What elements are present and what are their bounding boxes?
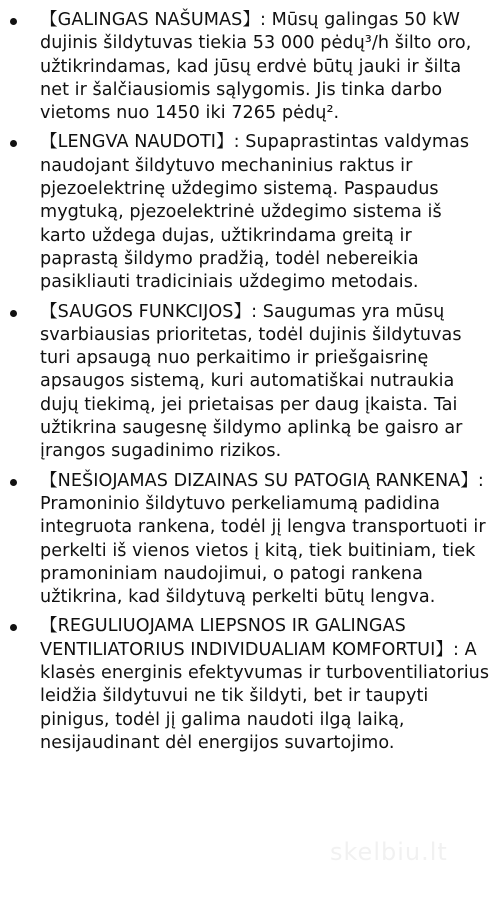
feature-bullet-ease-of-use	[0, 131, 496, 294]
bullet-dot-icon	[10, 18, 17, 25]
watermark-text: skelbiu.lt	[330, 838, 448, 866]
feature-text: 【GALINGAS NAŠUMAS】: Mūsų galingas 50 kW dujinis šildytuvas tiekia 53 000 pėdų³/h šilto oro, užtikrindamas, kad jūsų erdvė būtų jauki ir šilta net ir šalčiausiomis sąlygomis. Jis tinka darbo vietoms nuo 1450 iki 7265 pėdų².	[40, 10, 472, 124]
bullet-dot-icon	[10, 479, 17, 486]
feature-bullet-performance	[0, 9, 496, 125]
feature-bullet-portable-design	[0, 470, 496, 610]
bullet-dot-icon	[10, 624, 17, 631]
feature-text: 【REGULIUOJAMA LIEPSNOS IR GALINGAS VENTILIATORIUS INDIVIDUALIAM KOMFORTUI】: A klasės energinis efektyvumas ir turboventiliatorius leidžia šildytuvui ne tik šildyti, bet ir taupyti pinigus, todėl jį galima naudoti ilgą laiką, nesijaudinant dėl energijos suvartojimo.	[40, 616, 490, 753]
bullet-dot-icon	[10, 140, 17, 147]
feature-text: 【LENGVA NAUDOTI】: Supaprastintas valdymas naudojant šildytuvo mechaninius raktus ir pjezoelektrinę uždegimo sistemą. Paspaudus mygtuką, pjezoelektrinė uždegimo sistema iš karto uždega dujas, užtikrindama greitą ir paprastą šildymo pradžią, todėl nebereikia pasikliauti tradiciniais uždegimo metodais.	[40, 132, 470, 293]
feature-bullet-list	[0, 9, 496, 761]
bullet-dot-icon	[10, 310, 17, 317]
feature-bullet-safety	[0, 301, 496, 464]
feature-text: 【NEŠIOJAMAS DIZAINAS SU PATOGIĄ RANKENA】: Pramoninio šildytuvo perkeliamumą padidina integruota rankena, todėl jį lengva transportuoti ir perkelti iš vienos vietos į kitą, tiek buitiniam, tiek pramoniniam naudojimui, o patogi rankena užtikrina, kad šildytuvą perkelti būtų lengva.	[40, 470, 486, 608]
feature-text: 【SAUGOS FUNKCIJOS】: Saugumas yra mūsų svarbiausias prioritetas, todėl dujinis šildytuvas turi apsaugą nuo perkaitimo ir priešgaisrinę apsaugos sistemą, kuri automatiškai nutraukia dujų tiekimą, jei prietaisas per daug įkaista. Tai užtikrina saugesnę šildymo aplinką be gaisro ar įrangos sugadinimo rizikos.	[40, 301, 463, 462]
feature-bullet-adjustable-flame	[0, 615, 496, 755]
